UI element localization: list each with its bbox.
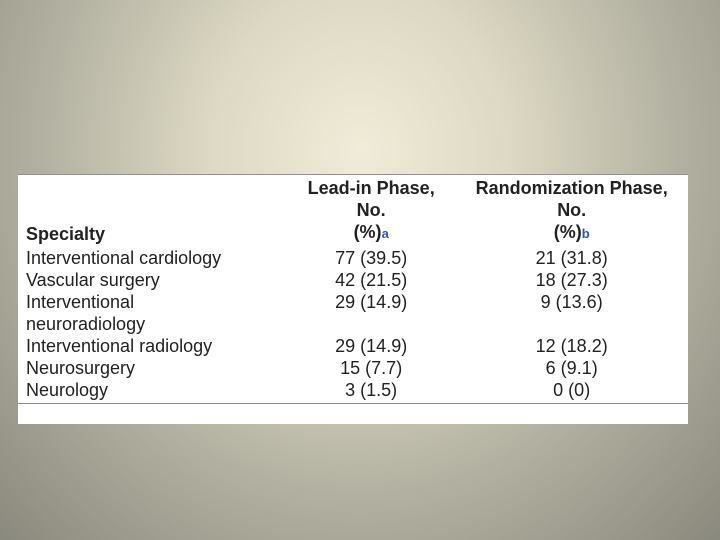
cell-specialty: Neurosurgery — [26, 358, 136, 378]
table-header — [18, 177, 688, 247]
cell-specialty: Interventional cardiology — [26, 248, 222, 268]
cell-randomization: 6 (9.1) — [545, 358, 598, 378]
header-randomization-line1: Randomization Phase, — [475, 178, 668, 198]
cell-leadin: 42 (21.5) — [335, 270, 408, 290]
cell-leadin: 15 (7.7) — [340, 358, 403, 378]
table-bottom-rule — [18, 403, 688, 404]
table-row — [18, 335, 688, 357]
header-randomization-line2: No. — [557, 200, 587, 220]
table-row — [18, 247, 688, 269]
header-leadin-line1: Lead-in Phase, — [307, 178, 435, 198]
cell-leadin: 77 (39.5) — [335, 248, 408, 268]
cell-randomization: 21 (31.8) — [535, 248, 608, 268]
header-leadin — [287, 177, 455, 247]
header-row — [18, 177, 688, 247]
header-leadin-line3 — [287, 221, 455, 245]
table-row — [18, 269, 688, 291]
header-leadin-line2: No. — [356, 200, 386, 220]
footnote-marker-a: a — [381, 226, 389, 241]
cell-leadin: 3 (1.5) — [345, 380, 398, 400]
cell-specialty: Neurology — [26, 380, 109, 400]
cell-randomization: 12 (18.2) — [535, 336, 608, 356]
cell-randomization: 18 (27.3) — [535, 270, 608, 290]
cell-leadin: 29 (14.9) — [335, 292, 408, 312]
table-top-rule — [18, 174, 688, 175]
header-randomization — [455, 177, 688, 247]
table-body — [18, 247, 688, 401]
header-randomization-line3 — [455, 221, 688, 245]
header-leadin-percent: (%) — [353, 222, 382, 242]
table-row — [18, 357, 688, 379]
cell-leadin: 29 (14.9) — [335, 336, 408, 356]
cell-specialty — [18, 291, 287, 335]
cell-specialty-text: Interventional neuroradiology — [26, 292, 146, 334]
header-randomization-percent: (%) — [553, 222, 582, 242]
footnote-marker-b: b — [581, 226, 590, 241]
table-row — [18, 291, 688, 335]
table-row — [18, 379, 688, 401]
specialty-table — [18, 177, 688, 401]
table-panel — [18, 174, 688, 424]
cell-specialty: Vascular surgery — [26, 270, 160, 290]
cell-randomization: 9 (13.6) — [540, 292, 603, 312]
cell-specialty: Interventional radiology — [26, 336, 213, 356]
header-specialty: Specialty — [26, 224, 106, 244]
cell-randomization: 0 (0) — [553, 380, 591, 400]
